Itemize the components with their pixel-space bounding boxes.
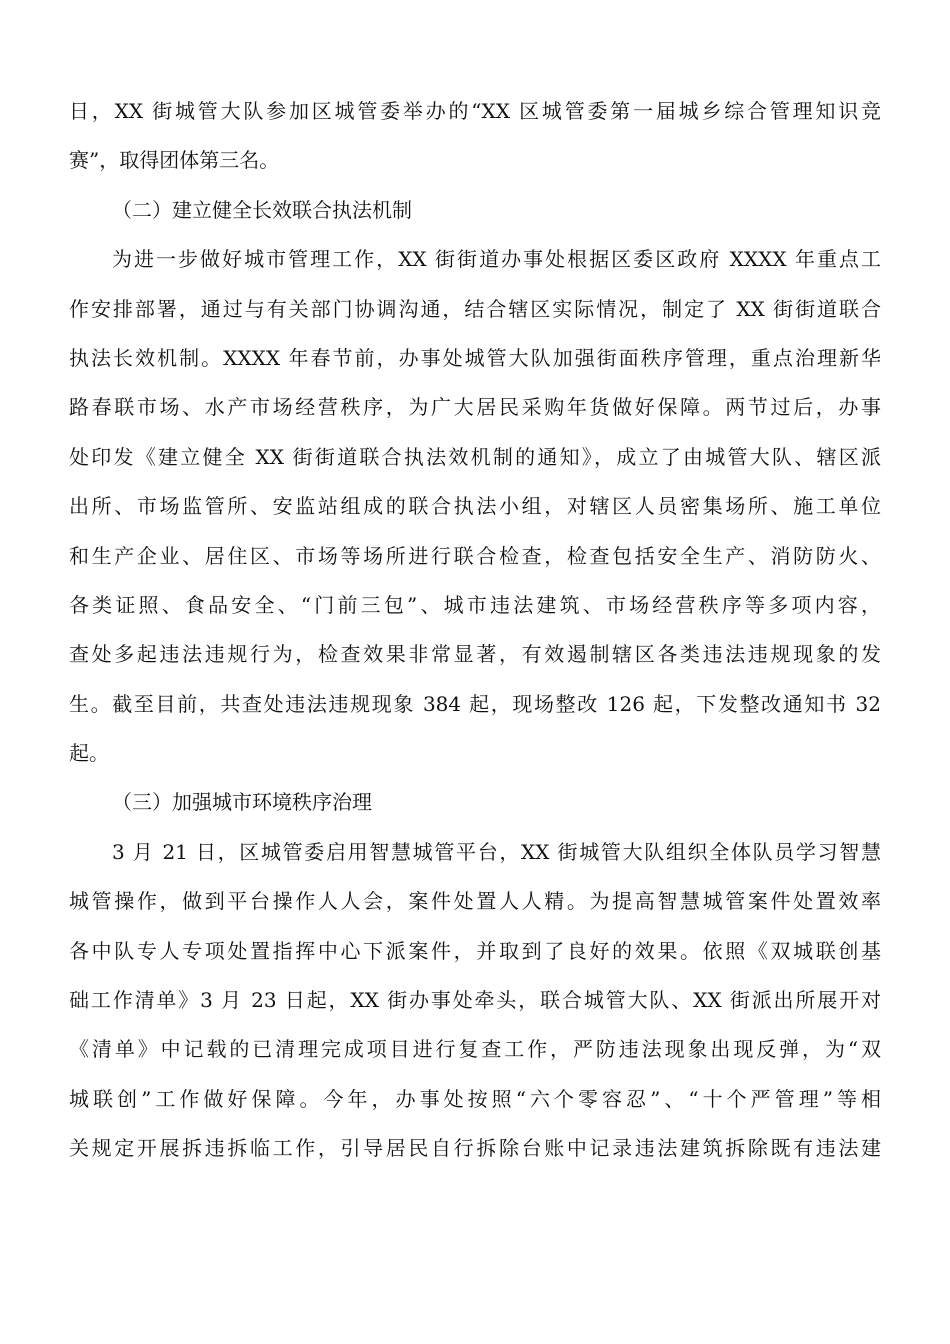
text-line: 查处多起违法违规行为，检查效果非常显著，有效遏制辖区各类违法违规现象的发 xyxy=(69,642,881,667)
text-line: 执法长效机制。XXXX 年春节前，办事处城管大队加强街面秩序管理，重点治理新华 xyxy=(69,345,881,370)
text-line: 出所、市场监管所、安监站组成的联合执法小组，对辖区人员密集场所、施工单位 xyxy=(69,494,881,519)
paragraph-award xyxy=(69,87,881,186)
text-line: 处印发《建立健全 XX 街街道联合执法效机制的通知》，成立了由城管大队、辖区派 xyxy=(69,444,881,469)
text-line: 《清单》中记载的已清理完成项目进行复查工作，严防违法现象出现反弹，为“双 xyxy=(69,1037,881,1062)
text-line: 起。 xyxy=(69,741,109,766)
text-line: 作安排部署，通过与有关部门协调沟通，结合辖区实际情况，制定了 XX 街街道联合 xyxy=(69,296,881,321)
paragraph-joint-enforcement xyxy=(69,235,881,778)
text-line: 3 月 21 日，区城管委启用智慧城管平台，XX 街城管大队组织全体队员学习智慧 xyxy=(112,839,881,864)
text-line: 和生产企业、居住区、市场等场所进行联合检查，检查包括安全生产、消防防火、 xyxy=(69,543,881,568)
text-line: 各类证照、食品安全、“门前三包”、城市违法建筑、市场经营秩序等多项内容， xyxy=(69,592,881,617)
heading-text: （三）加强城市环境秩序治理 xyxy=(112,790,372,815)
text-line: 城管操作，做到平台操作人人会，案件处置人人精。为提高智慧城管案件处置效率 xyxy=(69,889,881,914)
heading-text: （二）建立健全长效联合执法机制 xyxy=(112,197,412,222)
text-line: 各中队专人专项处置指挥中心下派案件，并取到了良好的效果。依照《双城联创基 xyxy=(69,938,881,963)
text-line: 础工作清单》3 月 23 日起，XX 街办事处牵头，联合城管大队、XX 街派出所展开对 xyxy=(69,988,881,1013)
text-line: 关规定开展拆违拆临工作，引导居民自行拆除台账中记录违法建筑拆除既有违法建 xyxy=(69,1136,881,1161)
paragraph-environment xyxy=(69,828,881,1174)
text-line: 路春联市场、水产市场经营秩序，为广大居民采购年货做好保障。两节过后，办事 xyxy=(69,395,881,420)
text-line: 为进一步做好城市管理工作，XX 街街道办事处根据区委区政府 XXXX 年重点工 xyxy=(112,247,881,272)
text-line: 生。截至目前，共查处违法违规现象 384 起，现场整改 126 起，下发整改通知书 32 xyxy=(69,691,881,716)
section-heading-3 xyxy=(69,778,881,827)
text-line: 日，XX 街城管大队参加区城管委举办的“XX 区城管委第一届城乡综合管理知识竞 xyxy=(69,99,881,123)
text-line: 城联创”工作做好保障。今年，办事处按照“六个零容忍”、“十个严管理”等相 xyxy=(69,1086,881,1111)
text-line: 赛”，取得团体第三名。 xyxy=(69,148,280,173)
document-body xyxy=(69,87,881,1174)
section-heading-2 xyxy=(69,186,881,235)
